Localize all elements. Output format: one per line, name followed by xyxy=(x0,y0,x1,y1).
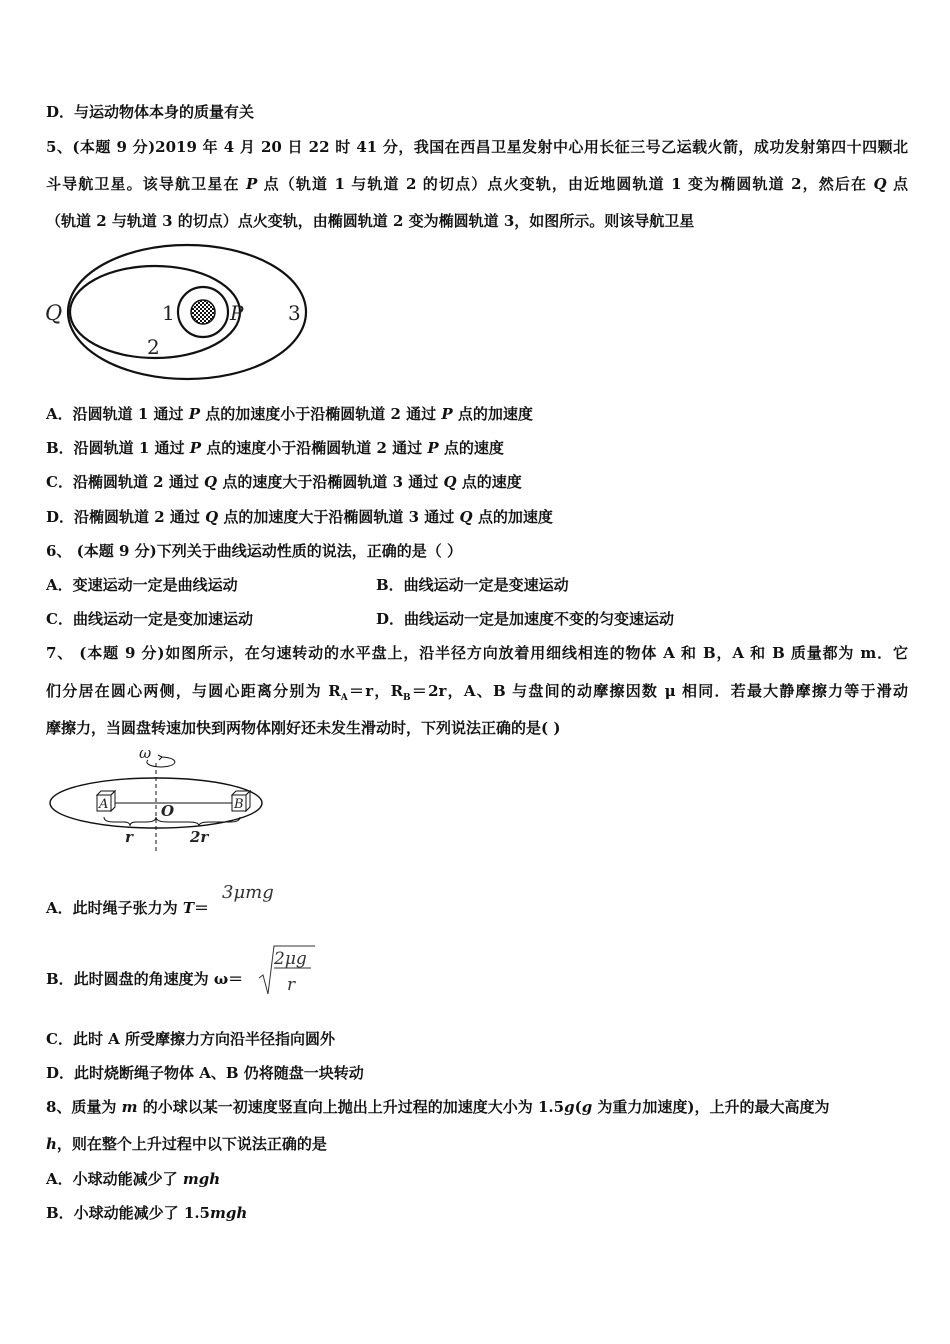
sqrt-denominator: r xyxy=(287,975,296,995)
label-2: 2 xyxy=(147,335,160,359)
orbit-3 xyxy=(68,245,306,379)
q8-stem-line2: h，则在整个上升过程中以下说法正确的是 xyxy=(46,1135,327,1153)
q7-option-b: B．此时圆盘的角速度为 ω＝ xyxy=(46,970,244,988)
q4-option-d: D．与运动物体本身的质量有关 xyxy=(46,103,255,121)
q7-stem-line3: 摩擦力，当圆盘转速加快到两物体刚好还未发生滑动时，下列说法正确的是( ) xyxy=(46,719,561,737)
q7-option-a: A．此时绳子张力为 T＝ xyxy=(46,899,210,917)
label-Q: Q xyxy=(45,301,63,325)
q5-option-a: A．沿圆轨道 1 通过 P 点的加速度小于沿椭圆轨道 2 通过 P 点的加速度 xyxy=(46,405,533,423)
q6-option-b: B．曲线运动一定是变速运动 xyxy=(376,576,569,594)
earth xyxy=(191,300,215,324)
orbit-diagram xyxy=(40,240,320,385)
brace-r xyxy=(104,817,156,826)
label-omega: ω xyxy=(139,745,152,762)
q7-stem-line1: 7、 (本题 9 分)如图所示，在匀速转动的水平盘上，沿半径方向放着用细线相连的物体 A 和 B，A 和 B 质量都为 m．它 xyxy=(46,644,908,662)
q5-stem-line3: （轨道 2 与轨道 3 的切点）点火变轨，由椭圆轨道 2 变为椭圆轨道 3，如图所示。则该导航卫星 xyxy=(46,212,695,230)
label-A: A xyxy=(99,797,109,812)
block-a xyxy=(97,791,115,812)
q6-option-c: C．曲线运动一定是变加速运动 xyxy=(46,610,253,628)
sqrt-formula xyxy=(257,942,317,998)
label-r: r xyxy=(125,828,133,846)
q5-stem-line2: 斗导航卫星。该导航卫星在 P 点（轨道 1 与轨道 2 的切点）点火变轨，由近地圆轨道 1 变为椭圆轨道 2，然后在 Q 点 xyxy=(46,175,908,193)
label-1: 1 xyxy=(162,301,175,325)
disk-diagram xyxy=(44,745,269,855)
q8-option-b: B．小球动能减少了 1.5mgh xyxy=(46,1204,248,1222)
sqrt-numerator: 2μg xyxy=(274,949,307,969)
q6-stem: 6、 (本题 9 分)下列关于曲线运动性质的说法，正确的是（ ） xyxy=(46,542,462,560)
label-3: 3 xyxy=(288,301,301,325)
q8-stem-line1: 8、质量为 m 的小球以某一初速度竖直向上抛出上升过程的加速度大小为 1.5g(g 为重力加速度)，上升的最大高度为 xyxy=(46,1098,830,1116)
q5-option-c: C．沿椭圆轨道 2 通过 Q 点的速度大于沿椭圆轨道 3 通过 Q 点的速度 xyxy=(46,473,522,491)
q7-option-a-formula: 3μmg xyxy=(222,882,274,903)
q5-stem-line1: 5、(本题 9 分)2019 年 4 月 20 日 22 时 41 分，我国在西昌卫星发射中心用长征三号乙运载火箭，成功发射第四十四颗北 xyxy=(46,138,908,156)
label-O: O xyxy=(161,802,175,820)
label-B: B xyxy=(234,797,244,812)
q5-option-d: D．沿椭圆轨道 2 通过 Q 点的加速度大于沿椭圆轨道 3 通过 Q 点的加速度 xyxy=(46,508,553,526)
label-P: P xyxy=(230,301,244,325)
q7-option-d: D．此时烧断绳子物体 A、B 仍将随盘一块转动 xyxy=(46,1064,364,1082)
q8-option-a: A．小球动能减少了 mgh xyxy=(46,1170,221,1188)
block-b xyxy=(232,791,250,812)
q7-stem-line2: 们分居在圆心两侧，与圆心距离分别为 $R_A=r$，$R_B=2r$，A、B 与盘间的动摩擦因数 μ 相同．若最大静摩擦力等于滑动 xyxy=(46,682,908,703)
label-2r: 2r xyxy=(190,828,209,846)
q6-option-a: A．变速运动一定是曲线运动 xyxy=(46,576,238,594)
q5-option-b: B．沿圆轨道 1 通过 P 点的速度小于沿椭圆轨道 2 通过 P 点的速度 xyxy=(46,439,504,457)
q7-option-c: C．此时 A 所受摩擦力方向沿半径指向圆外 xyxy=(46,1030,336,1048)
q6-option-d: D．曲线运动一定是加速度不变的匀变速运动 xyxy=(376,610,675,628)
